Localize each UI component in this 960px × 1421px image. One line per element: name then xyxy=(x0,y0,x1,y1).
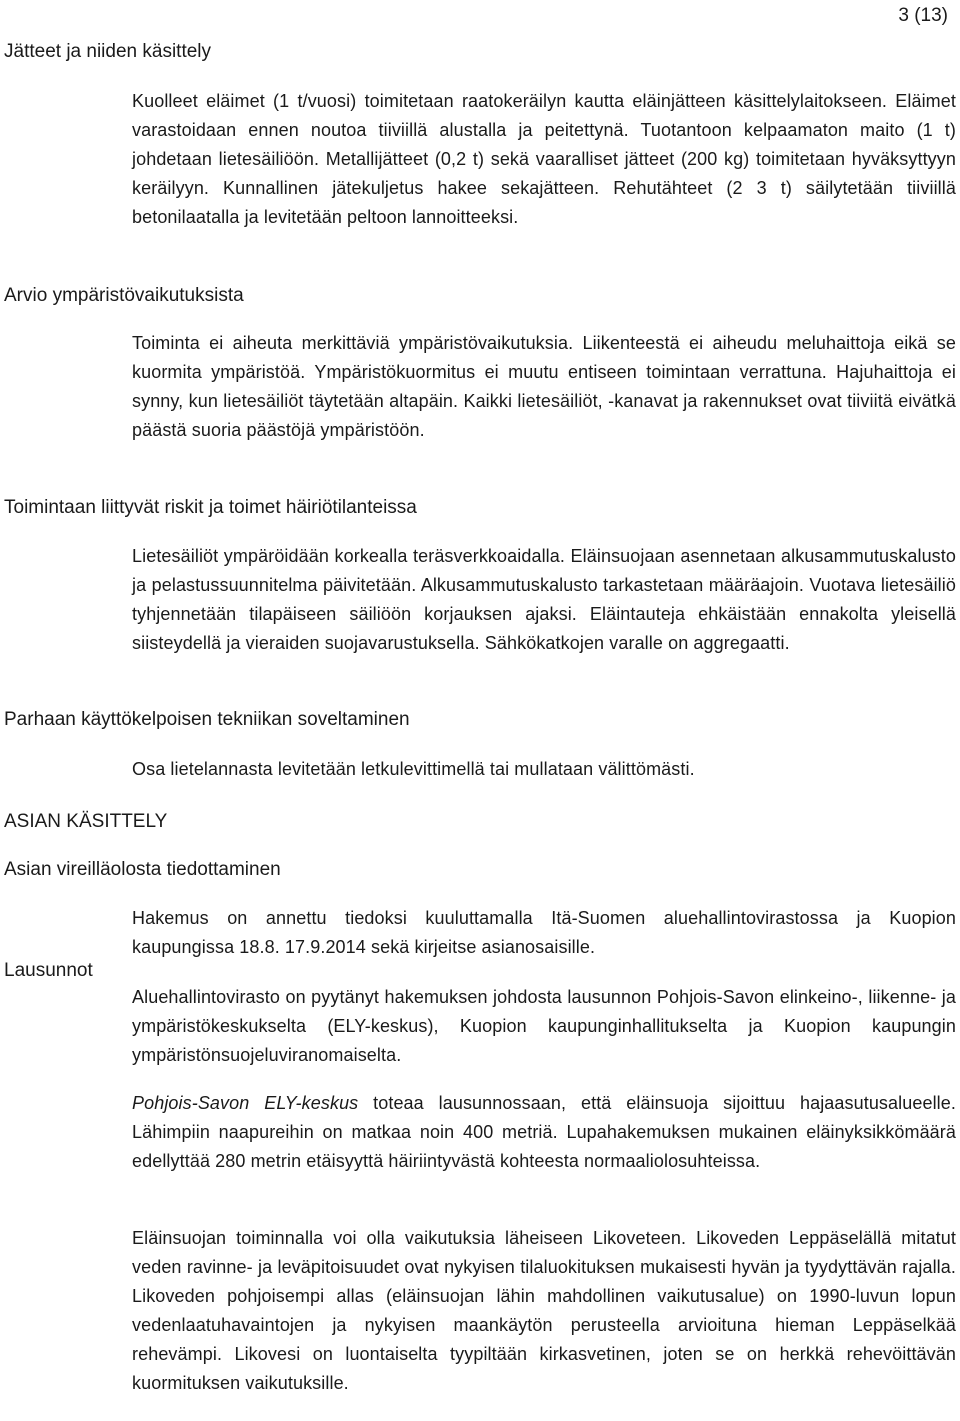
page-number: 3 (13) xyxy=(898,5,948,26)
paragraph-bat-text: Osa lietelannasta levitetään letkulevittimellä tai mullataan välittömästi. xyxy=(132,759,695,779)
paragraph-ely-text xyxy=(132,1089,956,1176)
paragraph-impact-text: Toiminta ei aiheuta merkittäviä ympäristövaikutuksia. Liikenteestä ei aiheudu meluhaittoja eikä se kuormita ympäristöä. Ympäristökuormitus ei muutu entiseen toimintaan verrattuna. Hajuhaittoja ei synny, kun lietesäiliöt täytetään altapäin. Kaikki lietesäiliöt, -kanavat ja rakennukset ovat tiiviitä eivätkä päästä suoria päästöjä ympäristöön. xyxy=(132,333,956,440)
paragraph-notice-text: Hakemus on annettu tiedoksi kuuluttamalla Itä-Suomen aluehallintovirastossa ja Kuopion kaupungissa 18.8. 17.9.2014 sekä kirjeitse asianosaisille. xyxy=(132,908,956,957)
paragraph-waste xyxy=(132,87,956,232)
paragraph-likovesi-text: Eläinsuojan toiminnalla voi olla vaikutuksia läheiseen Likoveteen. Likoveden Leppäselällä mitatut veden ravinne- ja leväpitoisuudet ovat nykyisen tilaluokituksen mukaisesti hyvän ja tyydyttävän rajalla. Likoveden pohjoisempi allas (eläinsuojan lähin mahdollinen vaikutusalue) on 1990-luvun lopun vedenlaatuhavaintojen ja nykyisen maankäytön perusteella arvioituna hieman Leppäselkää rehevämpi. Likovesi on luontaiselta tyypiltään kirkasvetinen, joten se on herkkä rehevöittävän kuormituksen vaikutuksille. xyxy=(132,1228,956,1393)
ely-statement: toteaa lausunnossaan, että eläinsuoja sijoittuu hajaasutusalueelle. Lähimpiin naapureihin on matkaa noin 400 metriä. Lupahakemuksen mukainen eläinyksikkömäärä edellyttää 280 metrin etäisyyttä häiriintyvästä kohteesta normaaliolosuhteissa. xyxy=(132,1093,956,1171)
section-heading-risks: Toimintaan liittyvät riskit ja toimet häiriötilanteissa xyxy=(4,497,417,518)
paragraph-risks xyxy=(132,542,956,658)
ely-name: Pohjois-Savon ELY-keskus xyxy=(132,1093,359,1113)
paragraph-likovesi xyxy=(132,1224,956,1398)
section-heading-notice: Asian vireilläolosta tiedottaminen xyxy=(4,859,281,880)
section-heading-waste: Jätteet ja niiden käsittely xyxy=(4,41,212,62)
section-heading-bat: Parhaan käyttökelpoisen tekniikan soveltaminen xyxy=(4,709,410,730)
paragraph-bat xyxy=(132,755,956,784)
paragraph-statements-text: Aluehallintovirasto on pyytänyt hakemuksen johdosta lausunnon Pohjois-Savon elinkeino-, liikenne- ja ympäristökeskukselta (ELY-keskus), Kuopion kaupunginhallitukselta ja Kuopion kaupungin ympäristönsuojeluviranomaiselta. xyxy=(132,987,956,1065)
paragraph-notice xyxy=(132,904,956,962)
paragraph-risks-text: Lietesäiliöt ympäröidään korkealla teräsverkkoaidalla. Eläinsuojaan asennetaan alkusammutuskalusto ja pelastussuunnitelma päivitetään. Alkusammutuskalusto tarkastetaan määräajoin. Vuotava lietesäiliö tyhjennetään tilapäiseen säiliöön korjauksen ajaksi. Eläintauteja ehkäistään ennakolta yleisellä siisteydellä ja vieraiden suojavarustuksella. Sähkökatkojen varalle on aggregaatti. xyxy=(132,546,956,653)
paragraph-statements xyxy=(132,983,956,1070)
section-heading-impact: Arvio ympäristövaikutuksista xyxy=(4,285,244,306)
section-heading-case: ASIAN KÄSITTELY xyxy=(4,811,168,832)
paragraph-ely xyxy=(132,1089,956,1176)
paragraph-waste-text: Kuolleet eläimet (1 t/vuosi) toimitetaan raatokeräilyn kautta eläinjätteen käsittelylaitokseen. Eläimet varastoidaan ennen noutoa tiiviillä alustalla ja peitettynä. Tuotantoon kelpaamaton maito (1 t) johdetaan lietesäiliöön. Metallijätteet (0,2 t) sekä vaaralliset jätteet (200 kg) toimitetaan hyväksyttyyn keräilyyn. Kunnallinen jätekuljetus hakee sekajätteen. Rehutähteet (2 3 t) säilytetään tiiviillä betonilaatalla ja levitetään peltoon lannoitteeksi. xyxy=(132,91,956,227)
side-label-statements: Lausunnot xyxy=(4,960,93,981)
paragraph-impact xyxy=(132,329,956,445)
